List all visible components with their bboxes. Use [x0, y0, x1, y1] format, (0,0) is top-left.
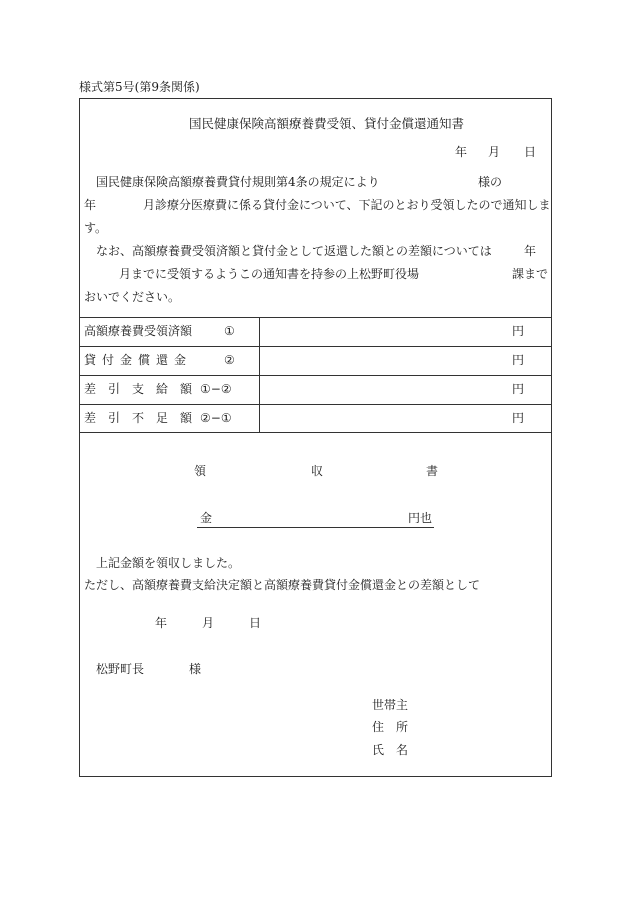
notice-date-day: 日: [524, 145, 537, 159]
notice-paragraph-2: 月診療分医療費に係る貸付金について、下記のとおり受領したので通知しま: [143, 198, 551, 212]
form-number-label: 様式第5号(第9条関係): [79, 80, 200, 94]
notice-paragraph-4: なお、高額療養費受領済額と貸付金として返還した額との差額については: [96, 244, 492, 258]
notice-deadline-year: 年: [524, 244, 537, 258]
receipt-statement: 上記金額を領収しました。: [96, 556, 241, 570]
row-mark-4: ②−①: [200, 411, 232, 425]
notice-title: 国民健康保険高額療養費受領、貸付金償還通知書: [189, 116, 465, 131]
notice-paragraph-3: す。: [84, 221, 108, 235]
receipt-date-year: 年: [155, 616, 168, 630]
receipt-amount-suffix: 円也: [408, 511, 433, 525]
table-row-divider: [79, 346, 552, 347]
amount-underline: [197, 527, 434, 528]
name-label: 氏 名: [372, 743, 409, 757]
notice-paragraph-5: 月までに受領するようこの通知書を持参の上松野町役場: [119, 267, 420, 281]
receipt-addressee-sama: 様: [189, 662, 202, 676]
row-mark-2: ②: [224, 353, 235, 367]
notice-department-label: 課まで: [512, 267, 549, 281]
table-bottom-border: [79, 432, 552, 433]
row-label-payment: 差引支給額: [84, 382, 205, 396]
notice-paragraph-1: 国民健康保険高額療養費貸付規則第4条の規定により: [96, 175, 380, 189]
row-unit-yen: 円: [512, 382, 525, 396]
receipt-note: ただし、高額療養費支給決定額と高額療養費貸付金償還金との差額として: [84, 578, 481, 592]
receipt-amount-prefix: 金: [200, 511, 213, 525]
notice-recipient-sama: 様の: [478, 175, 503, 189]
table-top-border: [79, 317, 552, 318]
notice-date-month: 月: [488, 145, 501, 159]
receipt-title-char-1: 領: [194, 464, 207, 478]
notice-date-year: 年: [455, 145, 468, 159]
notice-paragraph-6: おいでください。: [84, 290, 181, 304]
row-label-shortfall: 差引不足額: [84, 411, 205, 425]
address-label: 住 所: [372, 720, 409, 734]
row-label-reimbursed: 高額療養費受領済額: [84, 324, 193, 338]
receipt-addressee: 松野町長: [96, 662, 145, 676]
row-unit-yen: 円: [512, 324, 525, 338]
table-row-divider: [79, 404, 552, 405]
row-unit-yen: 円: [512, 353, 525, 367]
receipt-date-month: 月: [202, 616, 215, 630]
receipt-title-char-2: 収: [311, 464, 324, 478]
householder-label: 世帯主: [372, 698, 409, 712]
table-row-divider: [79, 375, 552, 376]
notice-year-label: 年: [84, 198, 97, 212]
row-unit-yen: 円: [512, 411, 525, 425]
row-mark-3: ①−②: [200, 382, 232, 396]
receipt-title-char-3: 書: [426, 464, 439, 478]
table-column-divider: [259, 317, 260, 432]
receipt-date-day: 日: [249, 616, 262, 630]
row-mark-1: ①: [224, 324, 235, 338]
row-label-repayment: 貸付金償還金: [84, 353, 193, 367]
